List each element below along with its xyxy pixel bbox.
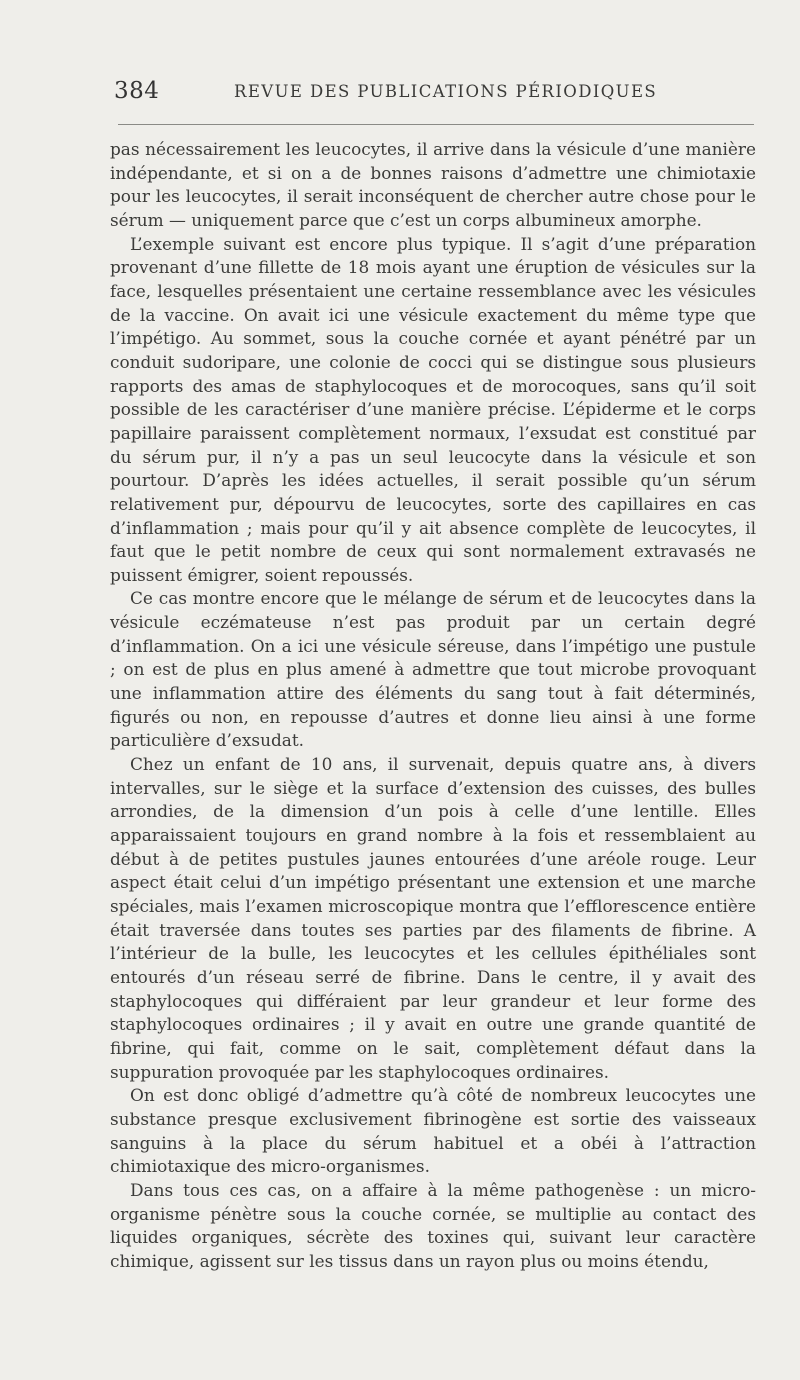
page-header	[114, 78, 754, 108]
paragraph: Dans tous ces cas, on a affaire à la même pathogenèse : un micro-organisme pénètre sous la couche cornée, se multiplie au contact des liquides organiques, sécrète des toxines qui, suivant leur caractère chimique, agissent sur les tissus dans un rayon plus ou moins étendu,	[110, 1179, 756, 1271]
paragraph: Chez un enfant de 10 ans, il survenait, depuis quatre ans, à divers intervalles, sur le siège et la surface d’extension des cuisses, des bulles arrondies, de la dimension d’un pois à celle d’une lentille. Elles apparaissaient toujours en grand nombre à la fois et ressemblaient au début à de petites pustules jaunes entourées d’une aréole rouge. Leur aspect était celui d’un impétigo présentant une extension et une marche spéciales, mais l’examen microscopique montra que l’efflorescence entière était traversée dans toutes ses parties par des filaments de fibrine. A l’intérieur de la bulle, les leucocytes et les cellules épithéliales sont entourés d’un réseau serré de fibrine. Dans le centre, il y avait des staphylocoques qui différaient par leur grandeur et leur forme des staphylocoques ordinaires ; il y avait en outre une grande quantité de fibrine, qui fait, comme on le sait, complètement défaut dans la suppuration provoquée par les staphylocoques ordinaires.	[110, 754, 756, 1082]
header-rule	[118, 124, 754, 125]
running-title: REVUE DES PUBLICATIONS PÉRIODIQUES	[234, 82, 658, 101]
paragraph-continuation: pas nécessairement les leucocytes, il arrive dans la vésicule d’une manière indépendante, et si on a de bonnes raisons d’admettre une chimiotaxie pour les leucocytes, il serait inconséquent de chercher autre chose pour le sérum — uniquement parce que c’est un corps albumineux amorphe.	[110, 139, 756, 230]
paragraph: On est donc obligé d’admettre qu’à côté de nombreux leucocytes une substance presque exclusivement fibrinogène est sortie des vaisseaux sanguins à la place du sérum habituel et a obéi à l’attraction chimiotaxique des micro-organismes.	[110, 1085, 756, 1177]
paragraph: L’exemple suivant est encore plus typique. Il s’agit d’une préparation provenant d’une fillette de 18 mois ayant une éruption de vésicules sur la face, lesquelles présentaient une certaine ressemblance avec les vésicules de la vaccine. On avait ici une vésicule exactement du même type que l’impétigo. Au sommet, sous la couche cornée et ayant pénétré par un conduit sudoripare, une colonie de cocci qui se distingue sous plusieurs rapports des amas de staphylocoques et de morocoques, sans qu’il soit possible de les caractériser d’une manière précise. L’épiderme et le corps papillaire paraissent complètement normaux, l’exsudat est constitué par du sérum pur, il n’y a pas un seul leucocyte dans la vésicule et son pourtour. D’après les idées actuelles, il serait possible qu’un sérum relativement pur, dépourvu de leucocytes, sorte des capillaires en cas d’inflammation ; mais pour qu’il y ait absence complète de leucocytes, il faut que le petit nombre de ceux qui sont normalement extravasés ne puissent émigrer, soient repoussés.	[110, 233, 756, 585]
paragraph: Ce cas montre encore que le mélange de sérum et de leucocytes dans la vésicule eczémateuse n’est pas produit par un certain degré d’inflammation. On a ici une vésicule séreuse, dans l’impétigo une pustule ; on est de plus en plus amené à admettre que tout microbe provoquant une inflammation attire des éléments du sang tout à fait déterminés, figurés ou non, en repousse d’autres et donne lieu ainsi à une forme particulière d’exsudat.	[110, 588, 756, 751]
page-number: 384	[114, 78, 160, 104]
body-text	[110, 138, 756, 1274]
